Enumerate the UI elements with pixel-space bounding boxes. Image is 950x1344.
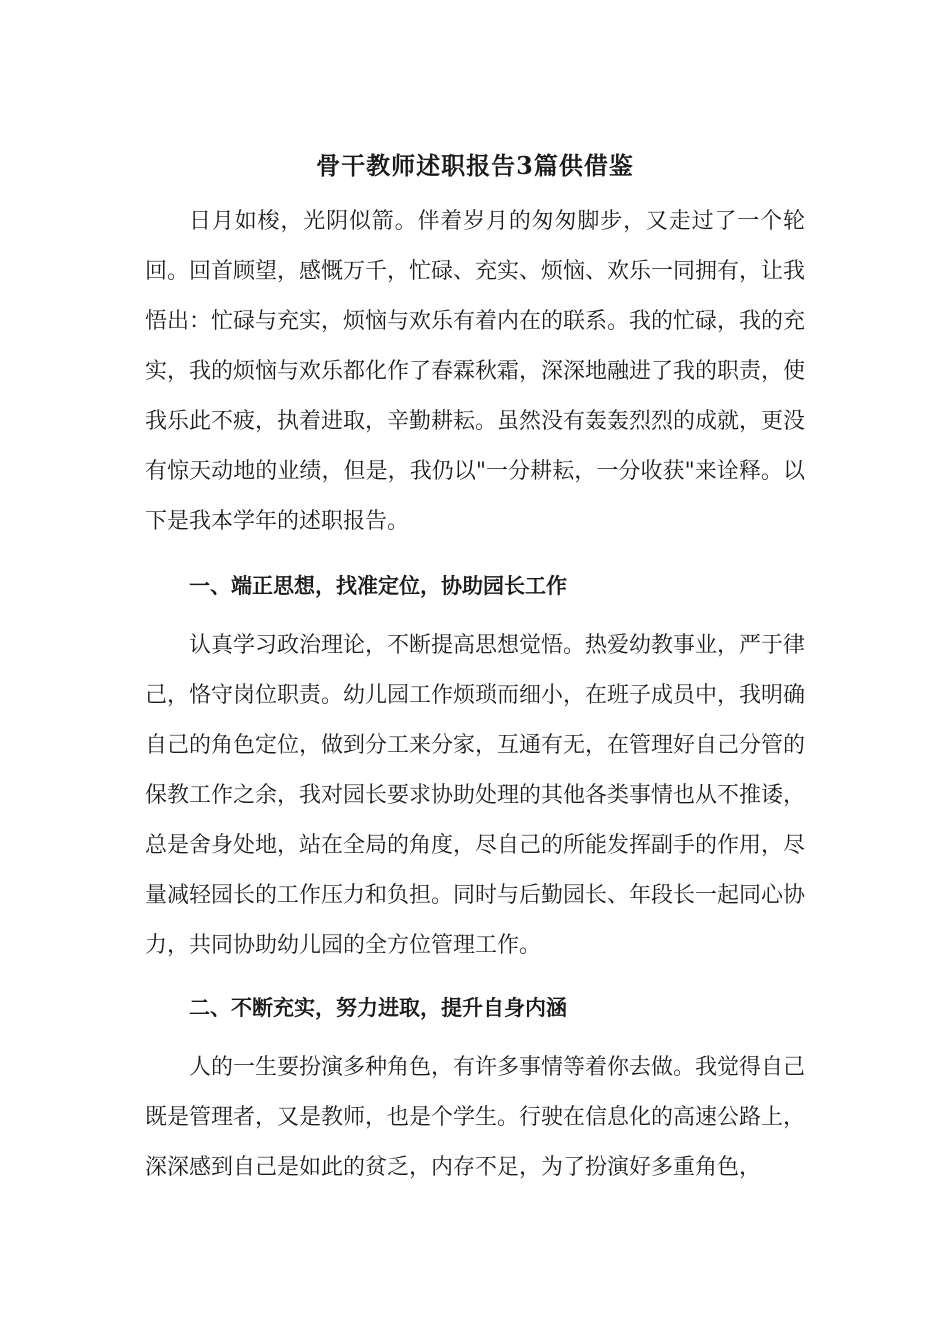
section-body-2: 人的一生要扮演多种角色，有许多事情等着你去做。我觉得自己既是管理者，又是教师，也是个学生。行驶在信息化的高速公路上，深深感到自己是如此的贫乏，内存不足，为了扮演好多重角色， xyxy=(145,1055,806,1180)
intro-paragraph: 日月如梭，光阴似箭。伴着岁月的匆匆脚步，又走过了一个轮回。回首顾望，感慨万千，忙碌、充实、烦恼、欢乐一同拥有，让我悟出：忙碌与充实，烦恼与欢乐有着内在的联系。我的忙碌，我的充实，我的烦恼与欢乐都化作了春霖秋霜，深深地融进了我的职责，使我乐此不疲，执着进取，辛勤耕耘。虽然没有轰轰烈烈的成就，更没有惊天动地的业绩，但是，我仍以"一分耕耘，一分收获"来诠释。以下是我本学年的述职报告。 xyxy=(145,209,806,534)
document-title: 骨干教师述职报告3篇供借鉴 xyxy=(316,151,634,180)
section-heading-1: 一、端正思想，找准定位，协助园长工作 xyxy=(189,573,567,598)
section-heading-2: 二、不断充实，努力进取，提升自身内涵 xyxy=(189,995,567,1020)
section-body-1: 认真学习政治理论，不断提高思想觉悟。热爱幼教事业，严于律己，恪守岗位职责。幼儿园工作烦琐而细小，在班子成员中，我明确自己的角色定位，做到分工来分家，互通有无，在管理好自己分管的保教工作之余，我对园长要求协助处理的其他各类事情也从不推诿，总是舍身处地，站在全局的角度，尽自己的所能发挥副手的作用，尽量减轻园长的工作压力和负担。同时与后勤园长、年段长一起同心协力，共同协助幼儿园的全方位管理工作。 xyxy=(145,633,806,958)
